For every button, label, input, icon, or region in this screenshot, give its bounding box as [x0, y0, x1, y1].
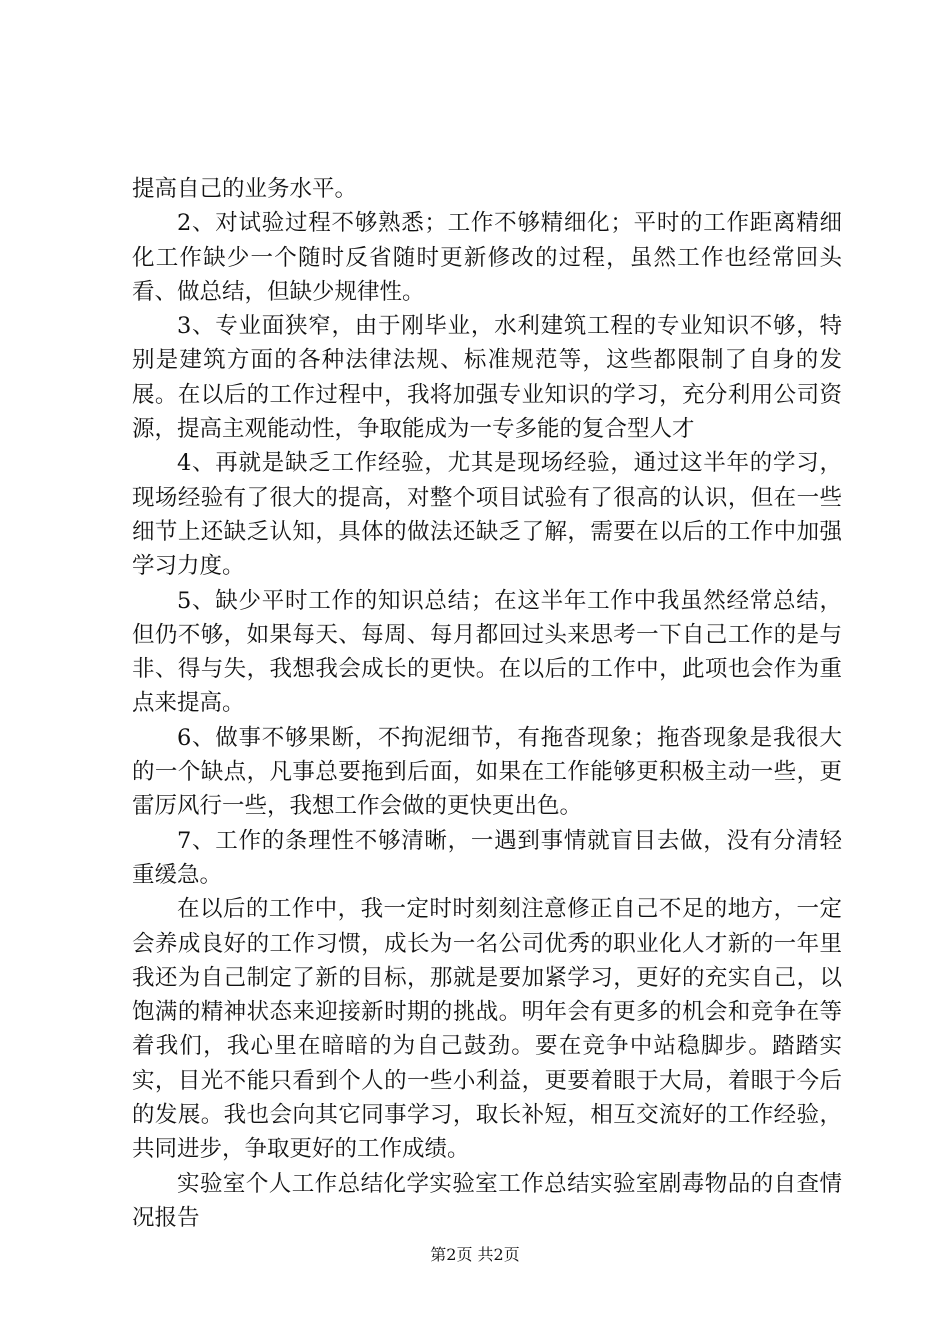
paragraph-item-3: 3、专业面狭窄，由于刚毕业，水利建筑工程的专业知识不够，特别是建筑方面的各种法律法规、标准规范等，这些都限制了自身的发展。在以后的工作过程中，我将加强专业知识的学习，充分利用公司资源，提高主观能动性，争取能成为一专多能的复合型人才 — [132, 313, 842, 443]
paragraph-item-5: 5、缺少平时工作的知识总结；在这半年工作中我虽然经常总结，但仍不够，如果每天、每周、每月都回过头来思考一下自己工作的是与非、得与失，我想我会成长的更快。在以后的工作中，此项也会作为重点来提高。 — [132, 587, 842, 717]
paragraph-item-6: 6、做事不够果断，不拘泥细节，有拖沓现象；拖沓现象是我很大的一个缺点，凡事总要拖到后面，如果在工作能够更积极主动一些，更雷厉风行一些，我想工作会做的更快更出色。 — [132, 724, 842, 820]
paragraph-item-4: 4、再就是缺乏工作经验，尤其是现场经验，通过这半年的学习，现场经验有了很大的提高，对整个项目试验有了很高的认识，但在一些细节上还缺乏认知，具体的做法还缺乏了解，需要在以后的工作中加强学习力度。 — [132, 450, 842, 580]
paragraph-continuation: 提高自己的业务水平。 — [132, 176, 358, 202]
page-footer: 第2页 共2页 — [430, 1245, 520, 1264]
document-body — [132, 172, 842, 1235]
paragraph-item-2: 2、对试验过程不够熟悉；工作不够精细化；平时的工作距离精细化工作缺少一个随时反省随时更新修改的过程，虽然工作也经常回头看、做总结，但缺少规律性。 — [132, 210, 842, 305]
paragraph-related-titles: 实验室个人工作总结化学实验室工作总结实验室剧毒物品的自查情况报告 — [132, 1170, 842, 1231]
paragraph-conclusion: 在以后的工作中，我一定时时刻刻注意修正自己不足的地方，一定会养成良好的工作习惯，成长为一名公司优秀的职业化人才新的一年里我还为自己制定了新的目标，那就是要加紧学习，更好的充实自己，以饱满的精神状态来迎接新时期的挑战。明年会有更多的机会和竞争在等着我们，我心里在暗暗的为自己鼓劲。要在竞争中站稳脚步。踏踏实实，目光不能只看到个人的一些小利益，更要着眼于大局，着眼于今后的发展。我也会向其它同事学习，取长补短，相互交流好的工作经验，共同进步，争取更好的工作成绩。 — [132, 896, 842, 1163]
paragraph-item-7: 7、工作的条理性不够清晰，一遇到事情就盲目去做，没有分清轻重缓急。 — [132, 827, 842, 888]
